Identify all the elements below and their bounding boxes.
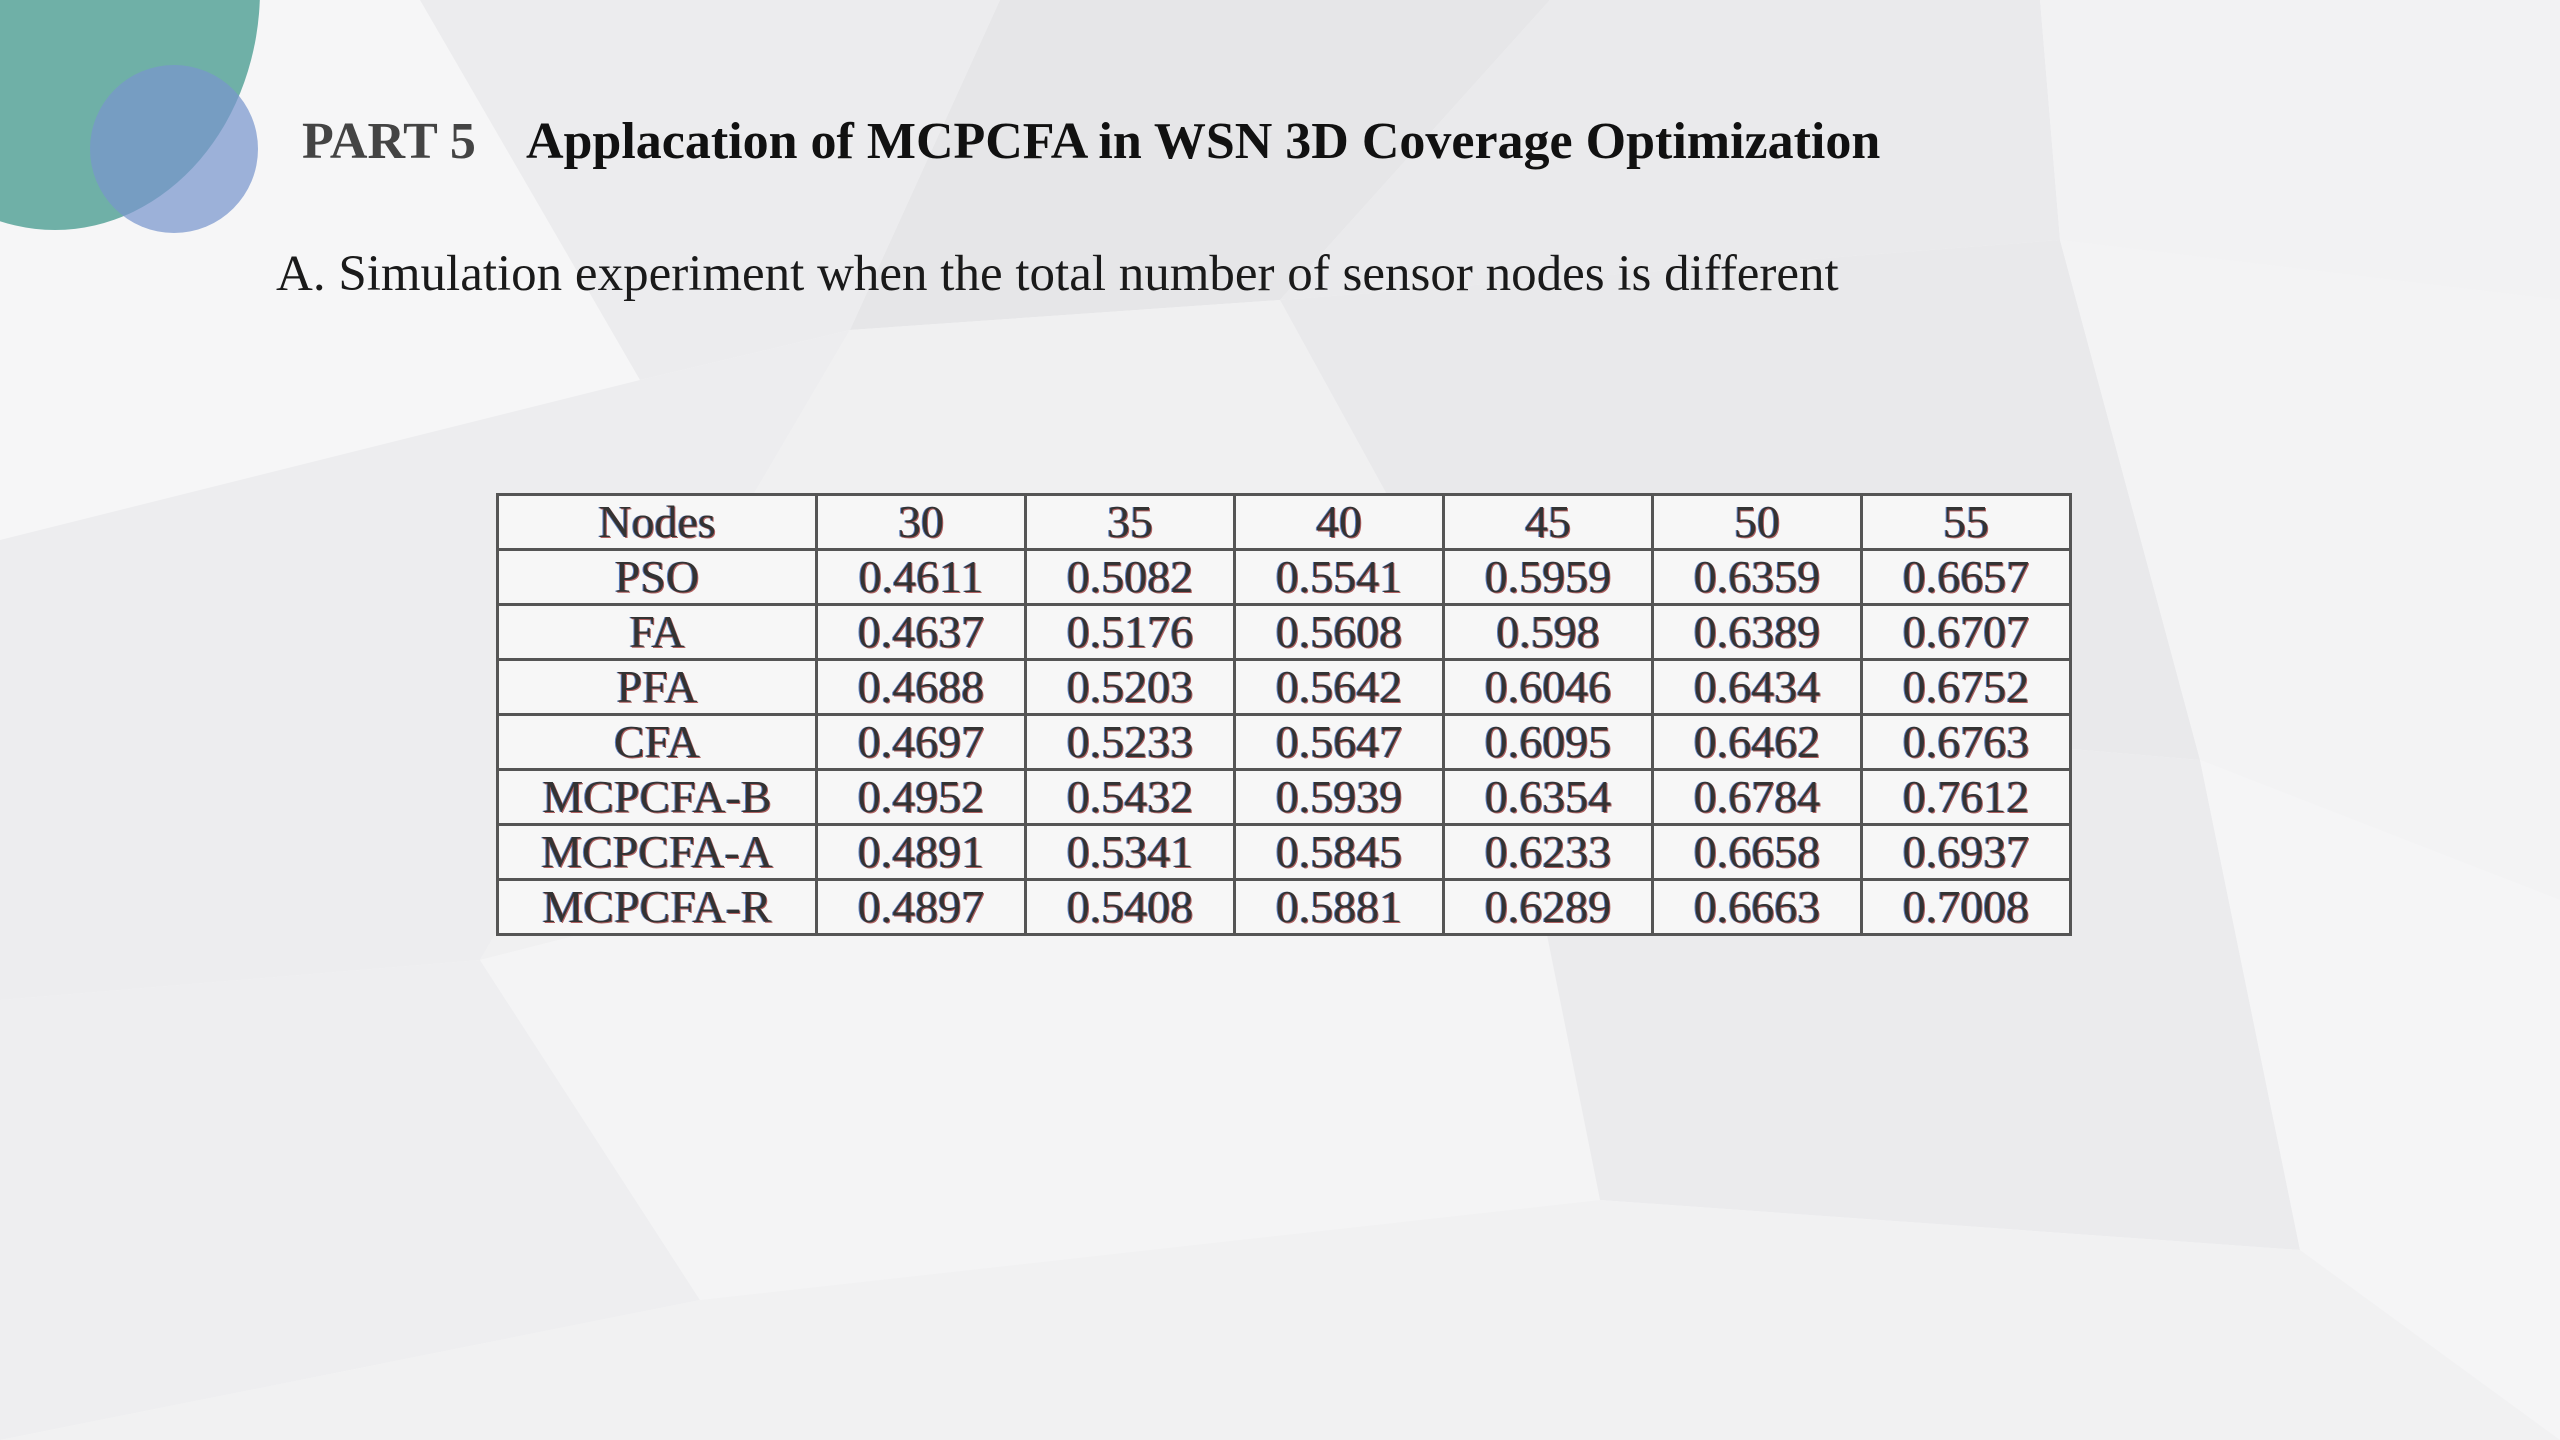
- column-header: 50: [1653, 495, 1862, 550]
- row-label: PSO: [498, 550, 817, 605]
- table-cell: 0.6095: [1444, 715, 1653, 770]
- table-cell: 0.4688: [817, 660, 1026, 715]
- table-cell: 0.5432: [1026, 770, 1235, 825]
- table-header-row: [498, 495, 2071, 550]
- table-cell: 0.7612: [1862, 770, 2071, 825]
- table-cell: 0.6752: [1862, 660, 2071, 715]
- table-row: [498, 770, 2071, 825]
- table-cell: 0.5642: [1235, 660, 1444, 715]
- table-cell: 0.6462: [1653, 715, 1862, 770]
- column-header: 55: [1862, 495, 2071, 550]
- table-row: [498, 880, 2071, 935]
- column-header: 45: [1444, 495, 1653, 550]
- table-cell: 0.6359: [1653, 550, 1862, 605]
- column-header: 30: [817, 495, 1026, 550]
- table-cell: 0.5341: [1026, 825, 1235, 880]
- table-cell: 0.6763: [1862, 715, 2071, 770]
- table-row: [498, 660, 2071, 715]
- row-label: MCPCFA-A: [498, 825, 817, 880]
- table-row: [498, 715, 2071, 770]
- row-label: MCPCFA-R: [498, 880, 817, 935]
- table-cell: 0.6937: [1862, 825, 2071, 880]
- column-header: 35: [1026, 495, 1235, 550]
- row-label: CFA: [498, 715, 817, 770]
- table-cell: 0.598: [1444, 605, 1653, 660]
- part-label: PART 5: [302, 113, 476, 170]
- column-header: 40: [1235, 495, 1444, 550]
- table-cell: 0.5176: [1026, 605, 1235, 660]
- table-cell: 0.4891: [817, 825, 1026, 880]
- table-cell: 0.6707: [1862, 605, 2071, 660]
- table-corner-header: Nodes: [498, 495, 817, 550]
- table-cell: 0.5647: [1235, 715, 1444, 770]
- table-cell: 0.5881: [1235, 880, 1444, 935]
- table-cell: 0.5408: [1026, 880, 1235, 935]
- table-cell: 0.5939: [1235, 770, 1444, 825]
- table-cell: 0.6233: [1444, 825, 1653, 880]
- table-cell: 0.6658: [1653, 825, 1862, 880]
- table-cell: 0.6046: [1444, 660, 1653, 715]
- table-cell: 0.5608: [1235, 605, 1444, 660]
- table-cell: 0.5541: [1235, 550, 1444, 605]
- table-cell: 0.5082: [1026, 550, 1235, 605]
- slide-title: [302, 112, 1880, 171]
- table-cell: 0.6289: [1444, 880, 1653, 935]
- table-row: [498, 825, 2071, 880]
- row-label: PFA: [498, 660, 817, 715]
- row-label: FA: [498, 605, 817, 660]
- table-cell: 0.6354: [1444, 770, 1653, 825]
- row-label: MCPCFA-B: [498, 770, 817, 825]
- table-cell: 0.5203: [1026, 660, 1235, 715]
- table-cell: 0.4637: [817, 605, 1026, 660]
- table-row: [498, 605, 2071, 660]
- decorative-blue-circle: [90, 65, 258, 233]
- results-table-container: [496, 493, 2072, 936]
- table-cell: 0.5959: [1444, 550, 1653, 605]
- table-cell: 0.4897: [817, 880, 1026, 935]
- table-row: [498, 550, 2071, 605]
- results-table: [496, 493, 2072, 936]
- table-cell: 0.6389: [1653, 605, 1862, 660]
- section-subtitle: A. Simulation experiment when the total number of sensor nodes is different: [276, 246, 1839, 302]
- table-cell: 0.4697: [817, 715, 1026, 770]
- table-cell: 0.7008: [1862, 880, 2071, 935]
- table-cell: 0.6434: [1653, 660, 1862, 715]
- table-cell: 0.6784: [1653, 770, 1862, 825]
- table-cell: 0.5845: [1235, 825, 1444, 880]
- table-cell: 0.5233: [1026, 715, 1235, 770]
- table-cell: 0.4611: [817, 550, 1026, 605]
- table-cell: 0.4952: [817, 770, 1026, 825]
- table-cell: 0.6657: [1862, 550, 2071, 605]
- table-cell: 0.6663: [1653, 880, 1862, 935]
- title-text: Applacation of MCPCFA in WSN 3D Coverage Optimization: [525, 113, 1881, 170]
